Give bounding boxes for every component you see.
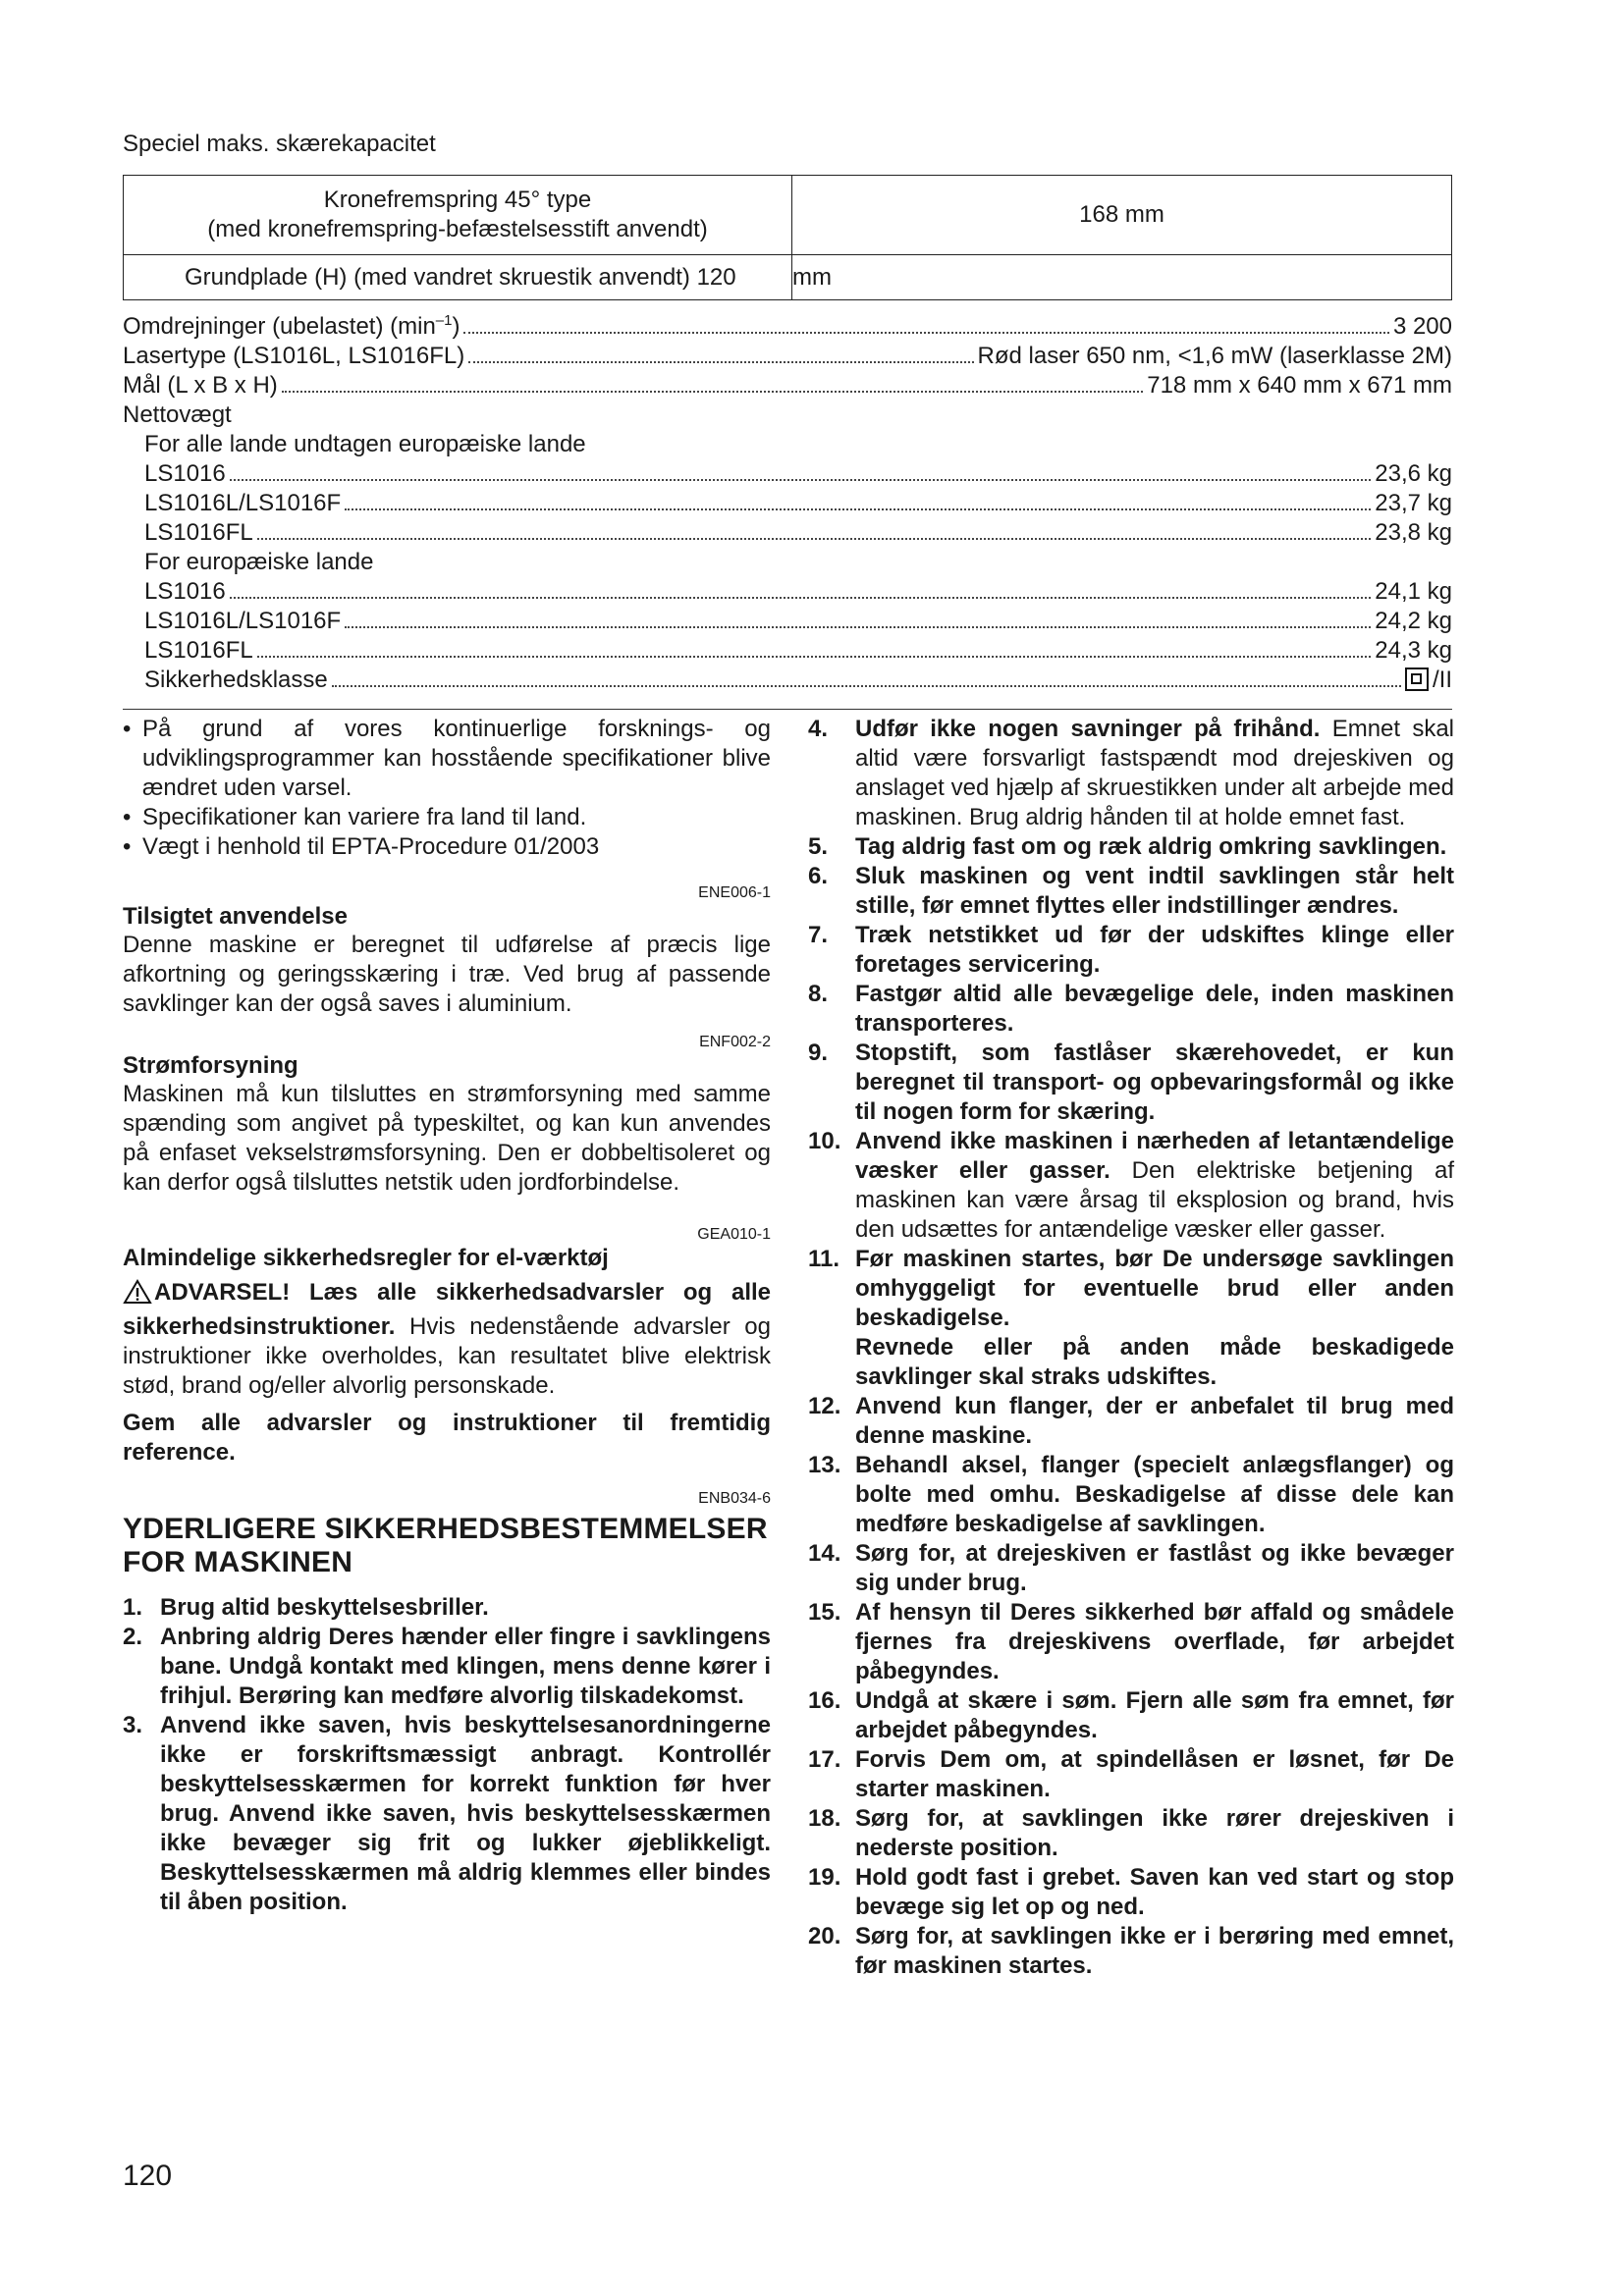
rule-item xyxy=(808,1686,1454,1745)
bullet-dot: • xyxy=(123,716,132,742)
spec-weight: 23,6 kg xyxy=(1375,460,1452,487)
rule-text: Anvend ikke saven, hvis beskyttelsesanordningerne ikke er forskriftsmæssigt anbragt. Kontrollér beskyttelsesskærmen for korrekt funktion før hver brug. Anvend ikke saven, hvis beskyttelsesskærmen ikke bevæger sig frit og lukker øjeblikkeligt. Beskyttelsesskærmen må aldrig klemmes eller bindes til åben position. xyxy=(160,1712,771,1915)
capacity-label-line2: (med kronefremspring-befæstelsesstift anvendt) xyxy=(207,216,708,242)
rule-item xyxy=(808,1598,1454,1686)
rule-text: Undgå at skære i søm. Fjern alle søm fra emnet, før arbejdet påbegyndes. xyxy=(855,1687,1454,1743)
spec-weight: 23,7 kg xyxy=(1375,490,1452,516)
rule-number: 4. xyxy=(808,716,829,742)
rule-number: 17. xyxy=(808,1746,841,1773)
rule-number: 18. xyxy=(808,1805,841,1832)
warning-triangle-icon xyxy=(123,1279,152,1312)
rule-number: 8. xyxy=(808,981,829,1007)
spec-weight: 24,1 kg xyxy=(1375,578,1452,605)
capacity-table xyxy=(123,175,1452,300)
rule-number: 20. xyxy=(808,1923,841,1949)
rule-number: 6. xyxy=(808,863,829,889)
bullet-dot: • xyxy=(123,833,132,860)
rule-number: 12. xyxy=(808,1393,841,1419)
rule-number: 10. xyxy=(808,1128,841,1154)
spec-group1 xyxy=(123,430,1452,459)
rule-item xyxy=(123,1593,771,1623)
rule-number: 3. xyxy=(123,1712,143,1738)
spec-group2 xyxy=(123,548,1452,577)
rule-item xyxy=(808,1451,1454,1539)
section-code: ENE006-1 xyxy=(698,884,771,901)
spec-laser xyxy=(123,342,1452,371)
capacity-row-crown xyxy=(124,176,1452,255)
power-supply-heading: Strømforsyning xyxy=(123,1052,298,1079)
warning-paragraph xyxy=(123,1278,771,1401)
rule-text: Udfør ikke nogen savninger på frihånd. xyxy=(855,716,1321,742)
right-column xyxy=(808,715,1454,1981)
leader-dots xyxy=(345,508,1371,510)
section-code: ENF002-2 xyxy=(699,1034,771,1050)
rule-number: 5. xyxy=(808,833,829,860)
rule-text: Af hensyn til Deres sikkerhed bør affald og smådele fjernes fra drejeskivens overflade, før arbejdet påbegyndes. xyxy=(855,1599,1454,1684)
spec-rpm-sup: –1 xyxy=(435,312,453,329)
leader-dots xyxy=(463,332,1388,334)
rule-item xyxy=(808,980,1454,1039)
spec-weight-row xyxy=(123,636,1452,666)
spec-rpm xyxy=(123,312,1452,342)
spec-rpm-text: Omdrejninger (ubelastet) (min xyxy=(123,313,436,340)
rule-item xyxy=(808,921,1454,980)
leader-dots xyxy=(230,597,1372,599)
general-safety-heading: Almindelige sikkerhedsregler for el-værktøj xyxy=(123,1245,609,1271)
rule-number: 15. xyxy=(808,1599,841,1626)
leader-dots xyxy=(468,361,973,363)
rule-number: 13. xyxy=(808,1452,841,1478)
leader-dots xyxy=(257,538,1372,540)
section-code: GEA010-1 xyxy=(697,1226,771,1243)
spec-safety-class xyxy=(123,666,1452,695)
capacity-title: Speciel maks. skærekapacitet xyxy=(123,131,436,157)
spec-rpm-value: 3 200 xyxy=(1392,313,1452,340)
capacity-value-crown: 168 mm xyxy=(792,176,1452,255)
rule-item xyxy=(808,1245,1454,1392)
warning-text: Hvis nedenstående advarsler og instruktioner ikke overholdes, kan resultatet blive elektrisk stød, brand og/eller alvorlig personskade. xyxy=(123,1313,771,1399)
spec-rpm-label xyxy=(123,312,460,342)
note-text: Specifikationer kan variere fra land til land. xyxy=(142,804,587,830)
note-text: Vægt i henhold til EPTA-Procedure 01/2003 xyxy=(142,833,600,860)
divider xyxy=(123,709,1452,710)
spec-model: LS1016 xyxy=(144,460,226,487)
rule-number: 19. xyxy=(808,1864,841,1891)
rule-item xyxy=(808,1922,1454,1981)
rule-number: 11. xyxy=(808,1246,840,1272)
spec-net-weight-label: Nettovægt xyxy=(123,401,232,428)
power-supply-text: Maskinen må kun tilsluttes en strømforsyning med samme spænding som angivet på typeskiltet, og kan kun anvendes på enfaset vekselstrømsforsyning. Den er dobbeltisoleret og kan derfor også tilsluttes netstik uden jordforbindelse. xyxy=(123,1081,771,1196)
rule-text: Hold godt fast i grebet. Saven kan ved start og stop bevæge sig let op og ned. xyxy=(855,1864,1454,1920)
rule-item xyxy=(808,1863,1454,1922)
spec-weight: 23,8 kg xyxy=(1375,519,1452,546)
intended-use-text: Denne maskine er beregnet til udførelse af præcis lige afkortning og geringsskæring i træ. Ved brug af passende savklinger kan der også saves i aluminium. xyxy=(123,932,771,1017)
rule-content xyxy=(855,1127,1454,1245)
spec-weight-row xyxy=(123,607,1452,636)
rule-number: 16. xyxy=(808,1687,841,1714)
leader-dots xyxy=(345,626,1371,628)
spec-model: LS1016L/LS1016F xyxy=(144,490,342,516)
spec-model: LS1016FL xyxy=(144,519,253,546)
rule-text: Sluk maskinen og vent indtil savklingen står helt stille, før emnet flyttes eller indstillinger ændres. xyxy=(855,863,1454,919)
spec-model: LS1016FL xyxy=(144,637,253,664)
note-text: På grund af vores kontinuerlige forsknings- og udviklingsprogrammer kan hosstående specifikationer blive ændret uden varsel. xyxy=(142,716,771,801)
left-column xyxy=(123,715,771,1917)
rule-text: Forvis Dem om, at spindellåsen er løsnet, før De starter maskinen. xyxy=(855,1746,1454,1802)
rule-text: Før maskinen startes, bør De undersøge savklingen omhyggeligt for eventuelle brud eller anden beskadigelse. xyxy=(855,1246,1454,1331)
spec-rpm-close: ) xyxy=(452,313,460,340)
rule-text: Sørg for, at drejeskiven er fastlåst og ikke bevæger sig under brug. xyxy=(855,1540,1454,1596)
keep-instructions: Gem alle advarsler og instruktioner til fremtidig reference. xyxy=(123,1410,771,1466)
rule-text: Anbring aldrig Deres hænder eller fingre i savklingens bane. Undgå kontakt med klingen, mens denne kører i frihjul. Berøring kan medføre alvorlig tilskadekomst. xyxy=(160,1624,771,1709)
rule-item xyxy=(808,1392,1454,1451)
spec-net-weight xyxy=(123,400,1452,430)
capacity-row-base xyxy=(124,255,1452,300)
spec-laser-value: Rød laser 650 nm, <1,6 mW (laserklasse 2M) xyxy=(977,343,1452,369)
spec-model: LS1016L/LS1016F xyxy=(144,608,342,634)
leader-dots xyxy=(282,391,1143,393)
spec-list xyxy=(123,312,1452,695)
spec-safety-class-value-wrap xyxy=(1405,666,1452,695)
rule-item xyxy=(808,1127,1454,1245)
intended-use-heading: Tilsigtet anvendelse xyxy=(123,903,348,930)
rule-text: Behandl aksel, flanger (specielt anlægsflanger) og bolte med omhu. Beskadigelse af disse dele kan medføre beskadigelse af savklingen. xyxy=(855,1452,1454,1537)
rule-text: Træk netstikket ud før der udskiftes klinge eller foretages servicering. xyxy=(855,922,1454,978)
spec-group2-label: For europæiske lande xyxy=(144,549,374,575)
rule-item xyxy=(808,1804,1454,1863)
rule-item xyxy=(808,1745,1454,1804)
note-item xyxy=(123,803,771,832)
rule-text: Stopstift, som fastlåser skærehovedet, er kun beregnet til transport- og opbevaringsformål og ikke til nogen form for skæring. xyxy=(855,1040,1454,1125)
rule-number: 1. xyxy=(123,1594,143,1621)
rule-item xyxy=(808,715,1454,832)
spec-dimensions xyxy=(123,371,1452,400)
capacity-label-base: Grundplade (H) (med vandret skruestik anvendt) 120 xyxy=(124,255,792,300)
warning-bold: ADVARSEL! Læs alle sikkerhedsadvarsler og alle sikkerhedsinstruktioner. xyxy=(123,1279,771,1340)
spec-weight-row xyxy=(123,518,1452,548)
page-number: 120 xyxy=(123,2160,173,2192)
capacity-label-line1: Kronefremspring 45° type xyxy=(323,187,592,213)
note-item xyxy=(123,832,771,862)
leader-dots xyxy=(257,656,1372,658)
capacity-value-base: mm xyxy=(792,255,1452,300)
rule-item xyxy=(808,832,1454,862)
rule-content xyxy=(855,715,1454,832)
rule-text-2: Revnede eller på anden måde beskadigede savklinger skal straks udskiftes. xyxy=(855,1334,1454,1390)
spec-weight: 24,2 kg xyxy=(1375,608,1452,634)
rule-item xyxy=(123,1711,771,1917)
additional-rules-heading: YDERLIGERE SIKKERHEDSBESTEMMELSER FOR MASKINEN xyxy=(123,1513,768,1578)
spec-weight-row xyxy=(123,577,1452,607)
spec-model: LS1016 xyxy=(144,578,226,605)
leader-dots xyxy=(230,479,1372,481)
spec-safety-class-value: /II xyxy=(1432,667,1452,693)
rule-item xyxy=(808,1039,1454,1127)
spec-dimensions-value: 718 mm x 640 mm x 671 mm xyxy=(1147,372,1452,399)
spec-weight: 24,3 kg xyxy=(1375,637,1452,664)
section-code: ENB034-6 xyxy=(698,1490,771,1507)
rule-text: Anvend ikke maskinen i nærheden af letantændelige væsker eller gasser. xyxy=(855,1128,1454,1184)
rule-number: 2. xyxy=(123,1624,143,1650)
spec-weight-row xyxy=(123,459,1452,489)
note-item xyxy=(123,715,771,803)
bullet-dot: • xyxy=(123,804,132,830)
rule-text: Brug altid beskyttelsesbriller. xyxy=(160,1594,489,1621)
rule-text: Anvend kun flanger, der er anbefalet til brug med denne maskine. xyxy=(855,1393,1454,1449)
rule-subtext: Emnet skal altid være forsvarligt fastspændt mod drejeskiven og anslaget ved hjælp af skruestikken under alt arbejde med maskinen. Brug aldrig hånden til at holde emnet fast. xyxy=(855,716,1455,830)
rule-text: Sørg for, at savklingen ikke er i berøring med emnet, før maskinen startes. xyxy=(855,1923,1454,1979)
spec-safety-class-label: Sikkerhedsklasse xyxy=(144,667,328,693)
rule-item xyxy=(808,1539,1454,1598)
spec-laser-label: Lasertype (LS1016L, LS1016FL) xyxy=(123,343,465,369)
spec-weight-row xyxy=(123,489,1452,518)
rule-item xyxy=(808,862,1454,921)
capacity-label-crown xyxy=(124,176,792,255)
rule-number: 9. xyxy=(808,1040,829,1066)
rule-item xyxy=(123,1623,771,1711)
rule-text: Sørg for, at savklingen ikke rører drejeskiven i nederste position. xyxy=(855,1805,1454,1861)
leader-dots xyxy=(332,685,1401,687)
double-insulation-icon xyxy=(1405,667,1429,691)
rule-content xyxy=(855,1245,1454,1392)
rule-text: Tag aldrig fast om og ræk aldrig omkring savklingen. xyxy=(855,833,1447,860)
rule-text: Fastgør altid alle bevægelige dele, inden maskinen transporteres. xyxy=(855,981,1454,1037)
rule-number: 14. xyxy=(808,1540,841,1567)
spec-group1-label: For alle lande undtagen europæiske lande xyxy=(144,431,586,457)
spec-dimensions-label: Mål (L x B x H) xyxy=(123,372,278,399)
rule-number: 7. xyxy=(808,922,829,948)
rule-subtext: Den elektriske betjening af maskinen kan være årsag til eksplosion og brand, hvis den udsættes for antændelige væsker eller gasser. xyxy=(855,1157,1454,1243)
